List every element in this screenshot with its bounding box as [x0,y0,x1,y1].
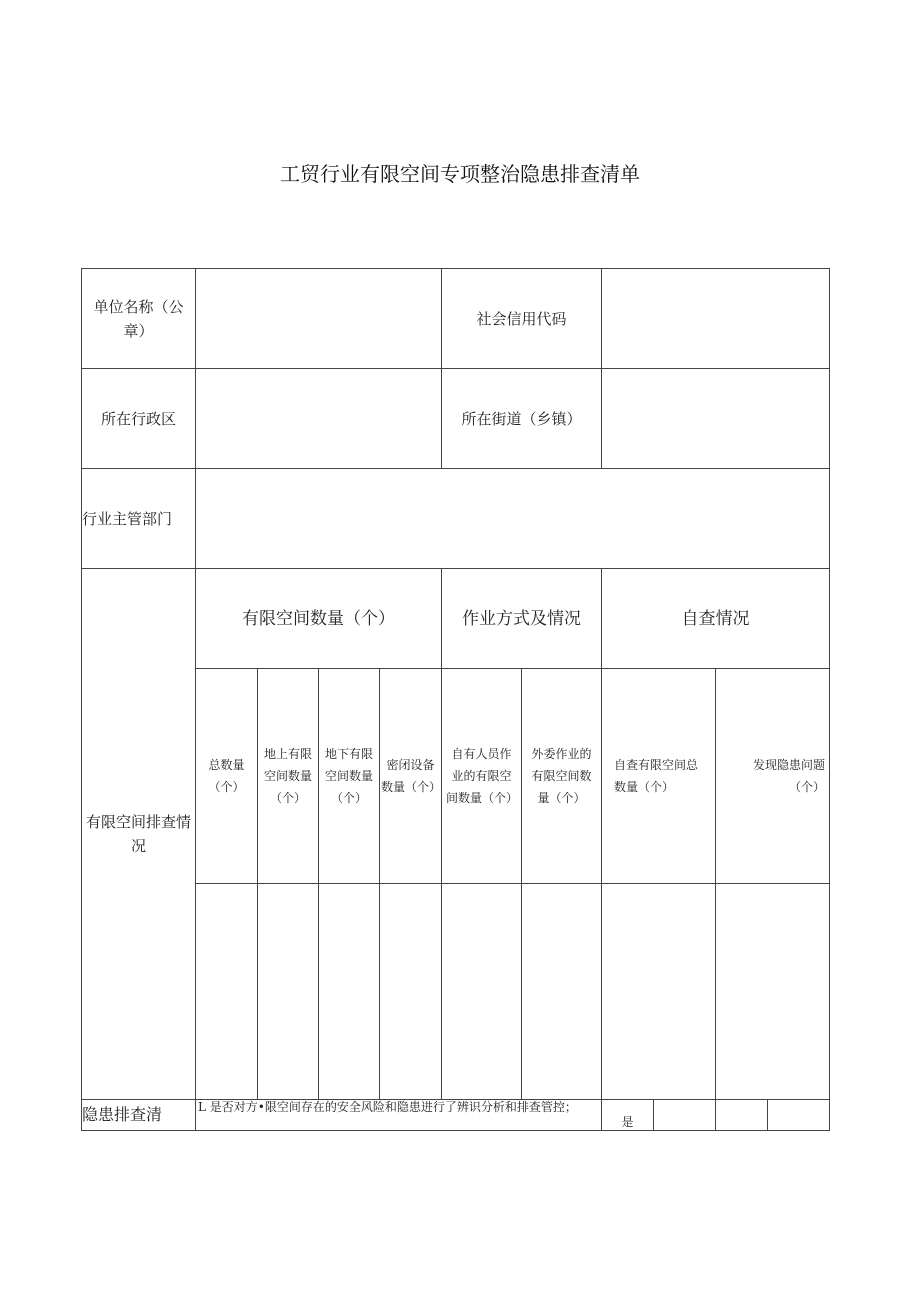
credit-code-label: 社会信用代码 [441,268,602,369]
dept-field[interactable] [195,468,830,569]
checklist-answer-yes[interactable]: 是 [601,1099,654,1131]
checklist-item-text: L 是否对方•限空间存在的安全风险和隐患进行了辨识分析和排查管控； [195,1099,602,1131]
value-sealed-equipment[interactable] [379,883,442,1100]
col-header-self-staff: 自有人员作业的有限空间数量（个） [441,668,522,884]
col-header-above-ground: 地上有限空间数量（个） [257,668,319,884]
col-header-total: 总数量（个） [195,668,258,884]
col-header-underground: 地下有限空间数量（个） [318,668,380,884]
value-self-staff[interactable] [441,883,522,1100]
district-label: 所在行政区 [81,368,196,469]
col-header-sealed-equipment: 密闭设备数量（个） [379,668,442,884]
checklist-table [81,268,830,1131]
value-total[interactable] [195,883,258,1100]
value-underground[interactable] [318,883,380,1100]
checklist-answer-cell-3[interactable] [715,1099,768,1131]
group-header-work-mode: 作业方式及情况 [441,568,602,669]
unit-name-field[interactable] [195,268,442,369]
group-header-self-check: 自查情况 [601,568,830,669]
group-header-count: 有限空间数量（个） [195,568,442,669]
col-header-outsourced: 外委作业的有限空间数量（个） [521,668,602,884]
col-header-hazards-found: 发现隐患问题（个） [715,668,830,884]
document-title: 工贸行业有限空间专项整治隐患排查清单 [280,162,640,186]
value-self-check-total[interactable] [601,883,716,1100]
credit-code-field[interactable] [601,268,830,369]
dept-label: 行业主管部门 [81,468,196,569]
unit-name-label: 单位名称（公章） [81,268,196,369]
district-field[interactable] [195,368,442,469]
checklist-answer-cell-2[interactable] [653,1099,716,1131]
value-above-ground[interactable] [257,883,319,1100]
checklist-answer-cell-4[interactable] [767,1099,830,1131]
col-header-self-check-total: 自查有限空间总数量（个） [601,668,716,884]
street-label: 所在街道（乡镇） [441,368,602,469]
street-field[interactable] [601,368,830,469]
value-hazards-found[interactable] [715,883,830,1100]
checklist-section-label: 隐患排查清 [81,1099,196,1131]
survey-section-label: 有限空间排查情况 [81,568,196,1100]
value-outsourced[interactable] [521,883,602,1100]
